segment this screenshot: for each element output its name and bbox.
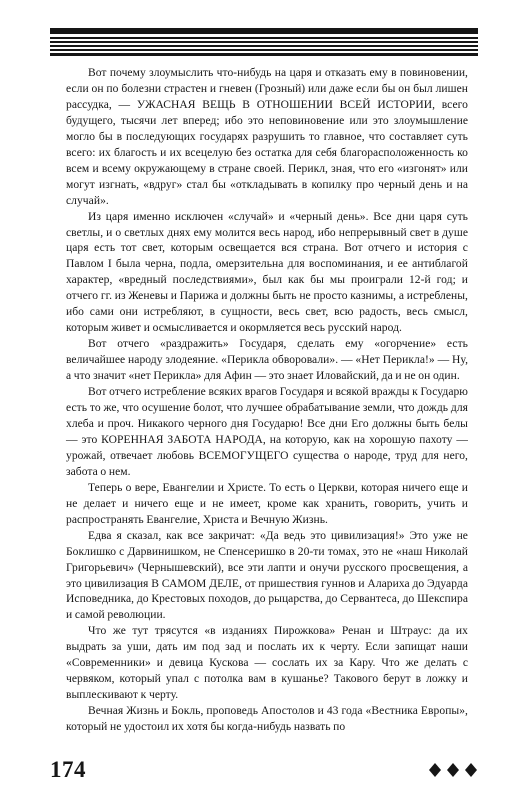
paragraph: Вечная Жизнь и Бокль, проповедь Апостолов и 43 года «Вестника Европы», который не удостоил их хотя бы когда-нибудь назвать по	[66, 705, 468, 734]
header-rule-graphic	[50, 28, 478, 56]
paragraph: Из царя именно исключен «случай» и «черный день». Все дни царя суть светлы, и о светлых днях ему молится весь народ, ибо непрерывный свет в душе царя есть тот свет, которым освещается вся страна. Вот отчего и история с Павлом I была черна, подла, омерзительна для воспоминания, и ее антиблагой характер, «вредный последствиями», был как бы мы проиграли 12-й год; и отчего гг. из Женевы и Парижа и должны быть не просто казнимы, а истреблены, ибо сами они истребляют, в сущности, весь свет, всю радость, весь смысл, которым живет и осмысливается и окормляется весь русский народ.	[66, 210, 468, 335]
page-number: 174	[50, 757, 86, 782]
paragraph: Вот отчего «раздражить» Государя, сделать ему «огорчение» есть величайшее народу злодеяние. «Перикла обворовали». — «Нет Перикла!» — Ну, а что значит «нет Перикла» для Афин — это знает Иловайский, да и не он один.	[66, 338, 468, 383]
paragraph: Что же тут трясутся «в изданиях Пирожкова» Ренан и Штраус: да их выдрать за уши, дать им под зад и послать их к черту. Если запищат наши «Современники» и девица Кускова — сослать их за Кару. Что же делать с червяком, который упал с потолка вам в кушанье? Такового берут в ложку и выплескивают к черту.	[66, 625, 468, 702]
paragraph: Вот почему злоумыслить что-нибудь на царя и отказать ему в повиновении, если он по болезни страстен и гневен (Грозный) или даже если бы он был лишен рассудка, — УЖАСНАЯ ВЕЩЬ В ОТНОШЕНИИ ВСЕЙ ИСТОРИИ, всего будущего, тысячи лет вперед; ибо это неповиновение или это злоумышление могло бы в последующих государях разрушить то главное, что составляет суть всего: их благость и их всецелую без остатка для себя благорасположенность ко всем и всему окружающему в стране своей. Перикл, зная, что его «изгонят» или могут изгнать, «вдруг» стал бы «откладывать в копилку про черный день и на случай».	[66, 67, 468, 207]
main-text	[66, 66, 468, 756]
page-footer	[50, 756, 478, 786]
three-diamonds-ornament-icon	[428, 762, 478, 778]
header-decorative-rule	[50, 28, 478, 56]
paragraph: Едва я сказал, как все закричат: «Да ведь это цивилизация!» Это уже не Боклишко с Дарвинишком, не Спенсеришко в 20-ти томах, это не «наш Николай Григорьевич» (Чернышевский), все эти лапти и онучи русского просвещения, а это цивилизация В САМОМ ДЕЛЕ, от пришествия гуннов и Алариха до Эдуарда Исповедника, до Крестовых походов, до рыцарства, до Сервантеса, до Шекспира и самой революции.	[66, 529, 468, 622]
paragraph: Теперь о вере, Евангелии и Христе. То есть о Церкви, которая ничего еще и не делает и ничего еще и не имеет, кроме как хранить, говорить, учить и распространять Евангелие, Христа и Вечную Жизнь.	[66, 481, 468, 526]
paragraph: Вот отчего истребление всяких врагов Государя и всякой вражды к Государю есть то же, что осушение болот, что лучшее обрабатывание земли, что дождь для хлеба и проч. Никакого черного дня Государю! Все дни Его должны быть белы — это КОРЕННАЯ ЗАБОТА НАРОДА, на которую, как на хорошую пахоту — урожай, отвечает любовь ВСЕМОГУЩЕГО существа о народе, труд для него, забота о нем.	[66, 386, 468, 478]
